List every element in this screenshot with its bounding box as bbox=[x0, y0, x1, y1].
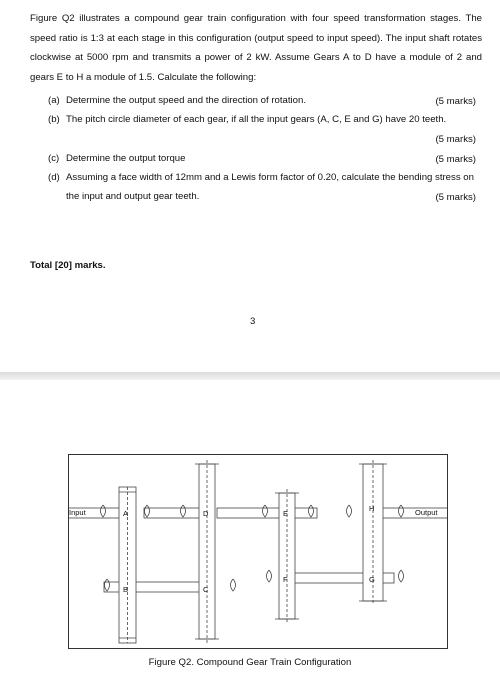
output-label: Output bbox=[415, 508, 438, 517]
question-a-text: Determine the output speed and the direction of rotation. bbox=[66, 95, 306, 106]
question-a-marks: (5 marks) bbox=[435, 96, 476, 107]
input-label: Input bbox=[69, 508, 86, 517]
gear-d-label: D bbox=[203, 509, 209, 518]
shaft-a-d bbox=[144, 508, 204, 518]
gear-c-label: C bbox=[203, 585, 209, 594]
question-c-label: (c) bbox=[48, 153, 60, 164]
question-intro: Figure Q2 illustrates a compound gear train configuration with four speed transformation stages. The speed ratio is 1:3 at each stage in this configuration (output speed to input speed). The input shaft rotates clockwise at 5000 rpm and transmits a power of 2 kW. Assume Gears A to D have a module of 2 and gears E to H a module of 1.5. Calculate the following: bbox=[30, 13, 482, 83]
gear-e-label: E bbox=[283, 509, 289, 518]
gear-train-diagram bbox=[69, 455, 447, 648]
figure-caption: Figure Q2. Compound Gear Train Configuration bbox=[148, 657, 352, 668]
gear-h-label: H bbox=[369, 504, 375, 513]
question-b-marks: (5 marks) bbox=[435, 134, 476, 145]
question-c-text: Determine the output torque bbox=[66, 153, 186, 164]
page-number: 3 bbox=[250, 316, 256, 327]
question-c-marks: (5 marks) bbox=[435, 154, 476, 165]
gear-b-label: B bbox=[123, 585, 129, 594]
question-d-marks: (5 marks) bbox=[435, 192, 476, 203]
page-divider bbox=[0, 372, 500, 380]
question-d-text: Assuming a face width of 12mm and a Lewis form factor of 0.20, calculate the bending stress on the input and output gear teeth. bbox=[66, 172, 474, 202]
question-b-label: (b) bbox=[48, 114, 60, 125]
question-b-text: The pitch circle diameter of each gear, if all the input gears (A, C, E and G) have 20 teeth. bbox=[66, 114, 447, 125]
gear-train-figure bbox=[68, 454, 448, 649]
gear-f-label: F bbox=[283, 575, 288, 584]
total-marks: Total [20] marks. bbox=[30, 260, 106, 271]
gear-g-label: G bbox=[369, 575, 375, 584]
question-d-label: (d) bbox=[48, 172, 60, 183]
gear-a-label: A bbox=[123, 509, 129, 518]
question-a-label: (a) bbox=[48, 95, 60, 106]
